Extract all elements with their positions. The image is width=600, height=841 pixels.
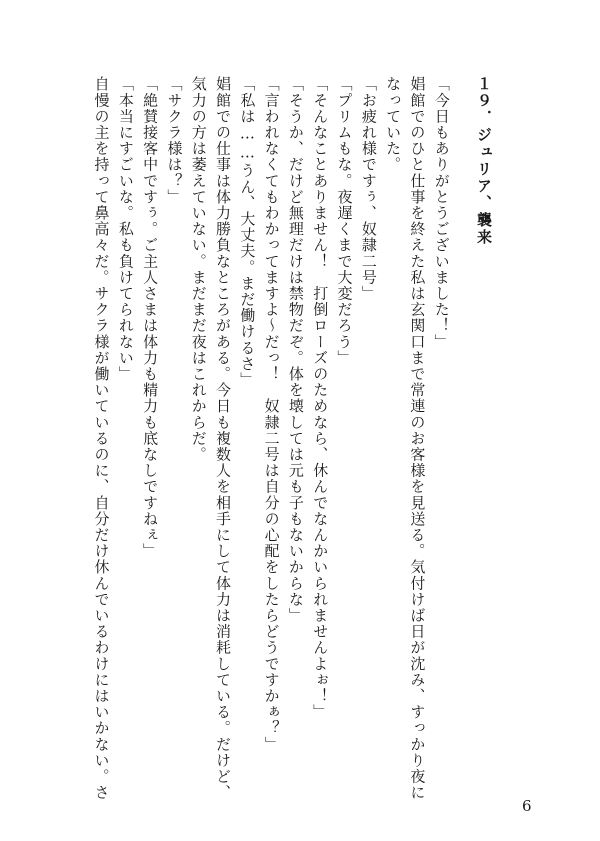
body-line: 気力の方は萎えていない。まだまだ夜はこれからだ。 — [189, 76, 208, 463]
chapter-title: １９．ジュリア、襲来 — [475, 76, 493, 246]
body-line: 「私は……うん、大丈夫。まだ働けるさ」 — [238, 76, 257, 388]
body-line: 娼館での仕事は体力勝負なところがある。今日も複数人を相手にして体力は消耗している。だけど、 — [214, 76, 233, 801]
body-line: 「お疲れ様ですぅ、奴隷二号」 — [359, 76, 378, 302]
body-line: 「絶賛接客中ですぅ。ご主人さまは体力も精力も底なしですねぇ」 — [141, 76, 160, 559]
body-line: 「そんなことありません！ 打倒ローズのためなら、休んでなんかいられませんよぉ！」 — [311, 76, 330, 720]
vertical-text-body — [89, 76, 496, 801]
body-line: 「そうか、だけど無理だけは禁物だぞ。体を壊しては元も子もないからな」 — [286, 76, 305, 624]
body-line: 自慢の主を持って鼻高々だ。サクラ様が働いているのに、自分だけ休んでいるわけにはいかない。さ — [92, 76, 111, 801]
page-number: 6 — [522, 797, 532, 815]
body-line: なっていた。 — [384, 76, 403, 173]
body-line: 「言われなくてもわかってますよ〜だっ！ 奴隷二号は自分の心配をしたらどうですかぁ？」 — [262, 76, 281, 753]
body-line: 「今日もありがとうございました！」 — [432, 76, 451, 350]
body-line: 「サクラ様は？」 — [165, 76, 184, 205]
body-line: 「プリムもな。夜遅くまで大変だろう」 — [335, 76, 354, 366]
body-line: 娼館でのひと仕事を終えた私は玄関口まで常連のお客様を見送る。気付けば日が沈み、すっかり夜に — [408, 76, 427, 801]
body-line: 「本当にすごいな。私も負けてられない」 — [116, 76, 135, 382]
